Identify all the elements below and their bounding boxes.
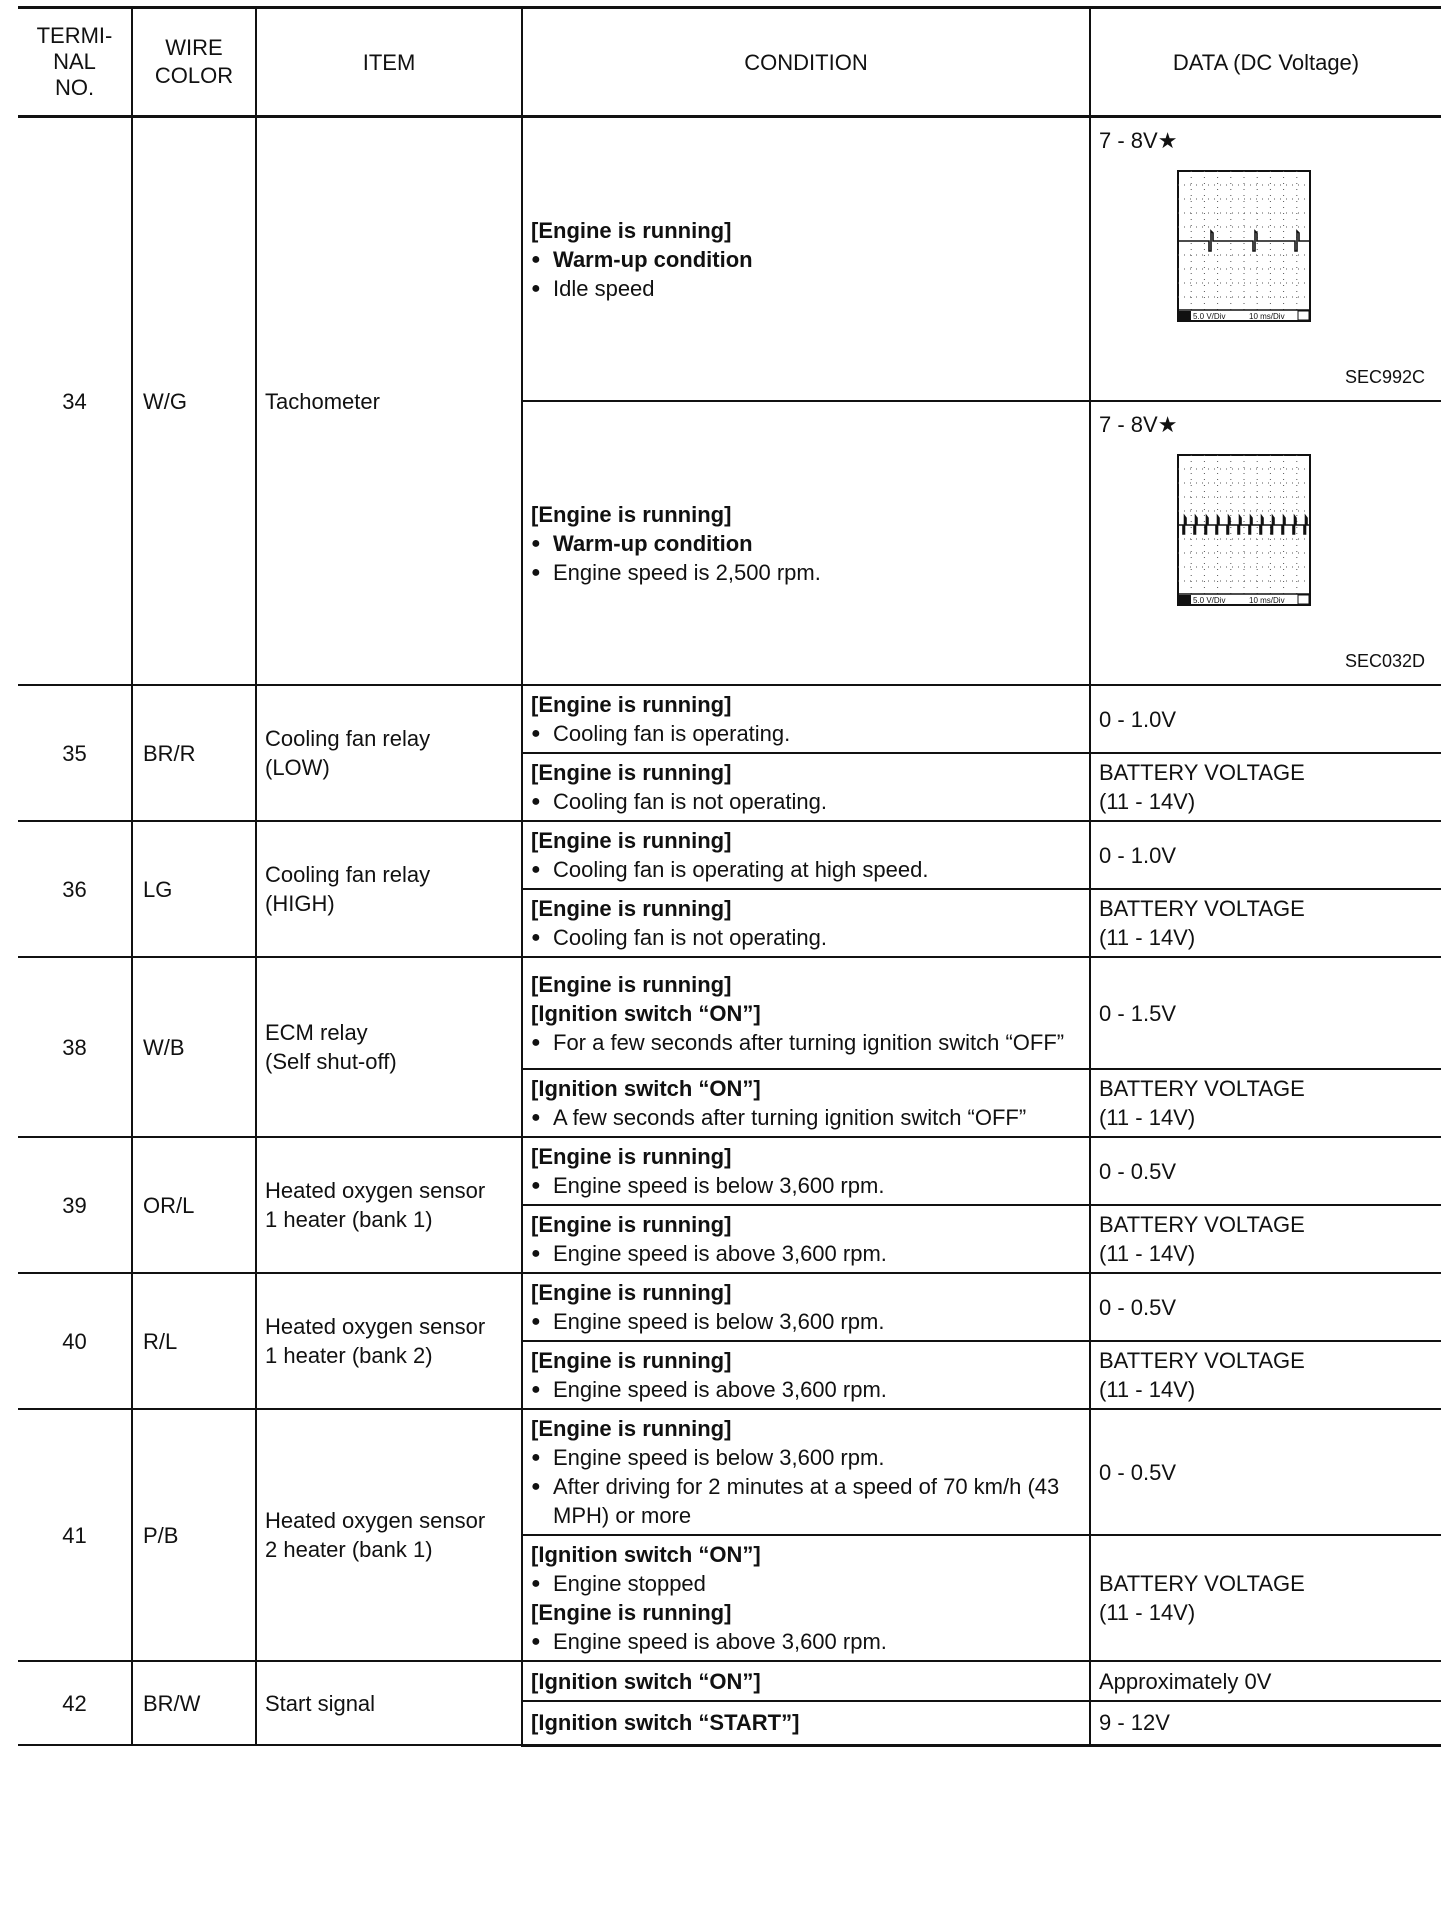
condition-cell (522, 1341, 1090, 1409)
condition-text: Engine speed is below 3,600 rpm. (553, 1445, 885, 1470)
wire-color: P/B (132, 1409, 256, 1661)
terminal-data-table (18, 6, 1441, 1747)
bullet-icon: ● (531, 1449, 541, 1466)
terminal-number: 42 (18, 1661, 132, 1745)
scope-figure (1099, 408, 1433, 678)
condition-heading: [Engine is running] (531, 1212, 732, 1237)
scope-footer-box (1298, 595, 1309, 604)
condition-cell (522, 1661, 1090, 1701)
condition-cell (522, 1701, 1090, 1745)
data-voltage: BATTERY VOLTAGE (1099, 1348, 1305, 1373)
terminal-number: 35 (18, 685, 132, 821)
item-name: Heated oxygen sensor 1 heater (bank 2) (256, 1273, 522, 1409)
scope-footer-box (1298, 311, 1309, 320)
condition-text: Engine stopped (553, 1571, 706, 1596)
data-cell (1090, 821, 1441, 889)
bullet-icon: ● (531, 1109, 541, 1126)
bullet-icon: ● (531, 861, 541, 878)
condition-bullet-item (531, 558, 1081, 587)
bullet-icon: ● (531, 1575, 541, 1592)
figure-code: SEC032D (1344, 651, 1425, 671)
item-name: Cooling fan relay (HIGH) (256, 821, 522, 957)
scope-footer-marker (1179, 595, 1191, 604)
condition-cell (522, 821, 1090, 889)
condition-bullet-item (531, 787, 1081, 816)
bullet-icon: ● (531, 250, 541, 268)
bullet-icon: ● (531, 725, 541, 742)
bullet-icon: ● (531, 563, 541, 581)
condition-bullet-item (531, 1375, 1081, 1404)
condition-cell (522, 1273, 1090, 1341)
oscilloscope-waveform (1177, 454, 1311, 606)
data-voltage: 0 - 0.5V (1099, 1158, 1177, 1184)
item-name: ECM relay (Self shut-off) (256, 957, 522, 1137)
condition-heading: [Engine is running] (531, 692, 732, 717)
condition-bullet-item (531, 1103, 1081, 1132)
condition-text: After driving for 2 minutes at a speed of 70 km/h (43 MPH) or more (553, 1474, 1060, 1528)
header-data: DATA (DC Voltage) (1090, 8, 1441, 117)
data-cell (1090, 1341, 1441, 1409)
scope-footer-marker (1179, 311, 1191, 320)
condition-bullet-item (531, 1472, 1081, 1530)
condition-cell (522, 1069, 1090, 1137)
data-voltage: Approximately 0V (1099, 1668, 1272, 1694)
item-name: Tachometer (256, 117, 522, 686)
data-voltage: (11 - 14V) (1099, 1241, 1196, 1266)
bullet-icon: ● (531, 1381, 541, 1398)
condition-text: For a few seconds after turning ignition switch “OFF” (553, 1029, 1065, 1055)
wire-color: R/L (132, 1273, 256, 1409)
wire-color: LG (132, 821, 256, 957)
condition-bullet-item (531, 1443, 1081, 1472)
data-voltage: BATTERY VOLTAGE (1099, 1571, 1305, 1596)
condition-cell (522, 401, 1090, 685)
scope-frame (1178, 171, 1310, 321)
terminal-number: 34 (18, 117, 132, 686)
condition-heading: [Engine is running] (531, 971, 732, 997)
condition-text: Warm-up condition (553, 246, 753, 272)
condition-text: Cooling fan is operating. (553, 721, 791, 746)
data-voltage: BATTERY VOLTAGE (1099, 760, 1305, 785)
condition-cell (522, 117, 1090, 402)
condition-bullet-item (531, 719, 1081, 748)
condition-heading: [Ignition switch “ON”] (531, 1668, 761, 1694)
condition-heading: [Ignition switch “START”] (531, 1710, 800, 1736)
data-cell (1090, 1137, 1441, 1205)
data-cell (1090, 401, 1441, 685)
bullet-icon: ● (531, 1313, 541, 1330)
data-cell (1090, 1205, 1441, 1273)
data-voltage: (11 - 14V) (1099, 925, 1196, 950)
data-voltage: (11 - 14V) (1099, 789, 1196, 814)
table-row (18, 1661, 1441, 1701)
scope-frame (1178, 455, 1310, 605)
data-voltage: 0 - 1.5V (1099, 1000, 1177, 1026)
condition-cell (522, 1535, 1090, 1661)
condition-bullet-item (531, 855, 1081, 884)
bullet-icon: ● (531, 279, 541, 297)
condition-heading: [Engine is running] (531, 896, 732, 921)
condition-heading: [Engine is running] (531, 828, 732, 853)
condition-cell (522, 889, 1090, 957)
item-name: Heated oxygen sensor 2 heater (bank 1) (256, 1409, 522, 1661)
condition-heading: [Ignition switch “ON”] (531, 1000, 761, 1026)
bullet-icon: ● (531, 1033, 541, 1051)
wire-color: BR/R (132, 685, 256, 821)
data-voltage: 0 - 0.5V (1099, 1294, 1177, 1320)
condition-heading: [Engine is running] (531, 1280, 732, 1305)
condition-cell (522, 1409, 1090, 1535)
data-cell (1090, 1661, 1441, 1701)
condition-text: Engine speed is above 3,600 rpm. (553, 1241, 887, 1266)
data-cell (1090, 1069, 1441, 1137)
header-condition: CONDITION (522, 8, 1090, 117)
data-cell (1090, 753, 1441, 821)
terminal-number: 38 (18, 957, 132, 1137)
condition-text: Engine speed is 2,500 rpm. (553, 559, 821, 585)
data-voltage: 9 - 12V (1099, 1710, 1170, 1736)
data-voltage: BATTERY VOLTAGE (1099, 1212, 1305, 1237)
condition-cell (522, 1137, 1090, 1205)
condition-text: Engine speed is below 3,600 rpm. (553, 1173, 885, 1198)
data-voltage: (11 - 14V) (1099, 1105, 1196, 1130)
item-name: Cooling fan relay (LOW) (256, 685, 522, 821)
data-cell (1090, 685, 1441, 753)
table-row (18, 1137, 1441, 1205)
condition-heading: [Engine is running] (531, 760, 732, 785)
header-wire-color: WIRE COLOR (132, 8, 256, 117)
data-cell (1090, 957, 1441, 1069)
bullet-icon: ● (531, 793, 541, 810)
condition-cell (522, 1205, 1090, 1273)
bullet-icon: ● (531, 1633, 541, 1650)
condition-bullet-item (531, 1569, 1081, 1598)
condition-cell (522, 753, 1090, 821)
data-cell (1090, 1701, 1441, 1745)
header-row (18, 8, 1441, 117)
data-voltage: (11 - 14V) (1099, 1600, 1196, 1625)
condition-heading: [Engine is running] (531, 1416, 732, 1441)
item-name: Start signal (256, 1661, 522, 1745)
condition-bullet-item (531, 1171, 1081, 1200)
bullet-icon: ● (531, 1177, 541, 1194)
terminal-number: 41 (18, 1409, 132, 1661)
data-cell (1090, 1535, 1441, 1661)
data-cell (1090, 117, 1441, 402)
data-voltage: 7 - 8V★ (1099, 128, 1178, 153)
table-row (18, 957, 1441, 1069)
bullet-icon: ● (531, 1245, 541, 1262)
scope-volt-scale: 5.0 V/Div (1193, 596, 1226, 605)
terminal-number: 36 (18, 821, 132, 957)
condition-bullet-item (531, 1627, 1081, 1656)
wire-color: OR/L (132, 1137, 256, 1273)
condition-bullet-item (531, 1028, 1081, 1057)
scope-time-scale: 10 ms/Div (1249, 312, 1285, 321)
wire-color: W/G (132, 117, 256, 686)
condition-heading: [Ignition switch “ON”] (531, 1542, 761, 1567)
data-voltage: (11 - 14V) (1099, 1377, 1196, 1402)
condition-bullet-item (531, 529, 1081, 558)
condition-heading: [Engine is running] (531, 1600, 732, 1625)
data-cell (1090, 889, 1441, 957)
data-voltage: 0 - 1.0V (1099, 842, 1177, 868)
condition-text: A few seconds after turning ignition switch “OFF” (553, 1105, 1027, 1130)
wire-color: W/B (132, 957, 256, 1137)
bullet-icon: ● (531, 1478, 541, 1495)
table-row (18, 117, 1441, 402)
bullet-icon: ● (531, 534, 541, 552)
bullet-icon: ● (531, 929, 541, 946)
figure-code: SEC992C (1344, 367, 1425, 387)
condition-bullet-item (531, 245, 1081, 274)
data-voltage: 0 - 0.5V (1099, 1459, 1177, 1485)
terminal-number: 39 (18, 1137, 132, 1273)
condition-cell (522, 957, 1090, 1069)
scope-time-scale: 10 ms/Div (1249, 596, 1285, 605)
condition-bullet-item (531, 923, 1081, 952)
data-voltage: 7 - 8V★ (1099, 412, 1178, 437)
data-voltage: BATTERY VOLTAGE (1099, 896, 1305, 921)
table-row (18, 1409, 1441, 1535)
condition-text: Idle speed (553, 275, 655, 301)
condition-text: Cooling fan is not operating. (553, 789, 827, 814)
condition-text: Warm-up condition (553, 530, 753, 556)
oscilloscope-waveform (1177, 170, 1311, 322)
condition-heading: [Engine is running] (531, 1348, 732, 1373)
data-cell (1090, 1273, 1441, 1341)
condition-bullet-item (531, 1307, 1081, 1336)
table-row (18, 1273, 1441, 1341)
data-voltage: BATTERY VOLTAGE (1099, 1076, 1305, 1101)
item-name: Heated oxygen sensor 1 heater (bank 1) (256, 1137, 522, 1273)
condition-text: Engine speed is above 3,600 rpm. (553, 1377, 887, 1402)
condition-text: Cooling fan is not operating. (553, 925, 827, 950)
table-row (18, 821, 1441, 889)
header-terminal: TERMI- NAL NO. (18, 8, 132, 117)
condition-heading: [Engine is running] (531, 1144, 732, 1169)
condition-heading: [Engine is running] (531, 501, 732, 527)
data-cell (1090, 1409, 1441, 1535)
condition-heading: [Engine is running] (531, 217, 732, 243)
wire-color: BR/W (132, 1661, 256, 1745)
condition-text: Cooling fan is operating at high speed. (553, 857, 929, 882)
condition-text: Engine speed is below 3,600 rpm. (553, 1309, 885, 1334)
condition-heading: [Ignition switch “ON”] (531, 1076, 761, 1101)
condition-text: Engine speed is above 3,600 rpm. (553, 1629, 887, 1654)
data-voltage: 0 - 1.0V (1099, 706, 1177, 732)
scope-figure (1099, 124, 1433, 394)
condition-bullet-item (531, 274, 1081, 303)
scope-volt-scale: 5.0 V/Div (1193, 312, 1226, 321)
condition-bullet-item (531, 1239, 1081, 1268)
terminal-number: 40 (18, 1273, 132, 1409)
condition-cell (522, 685, 1090, 753)
table-row (18, 685, 1441, 753)
header-item: ITEM (256, 8, 522, 117)
